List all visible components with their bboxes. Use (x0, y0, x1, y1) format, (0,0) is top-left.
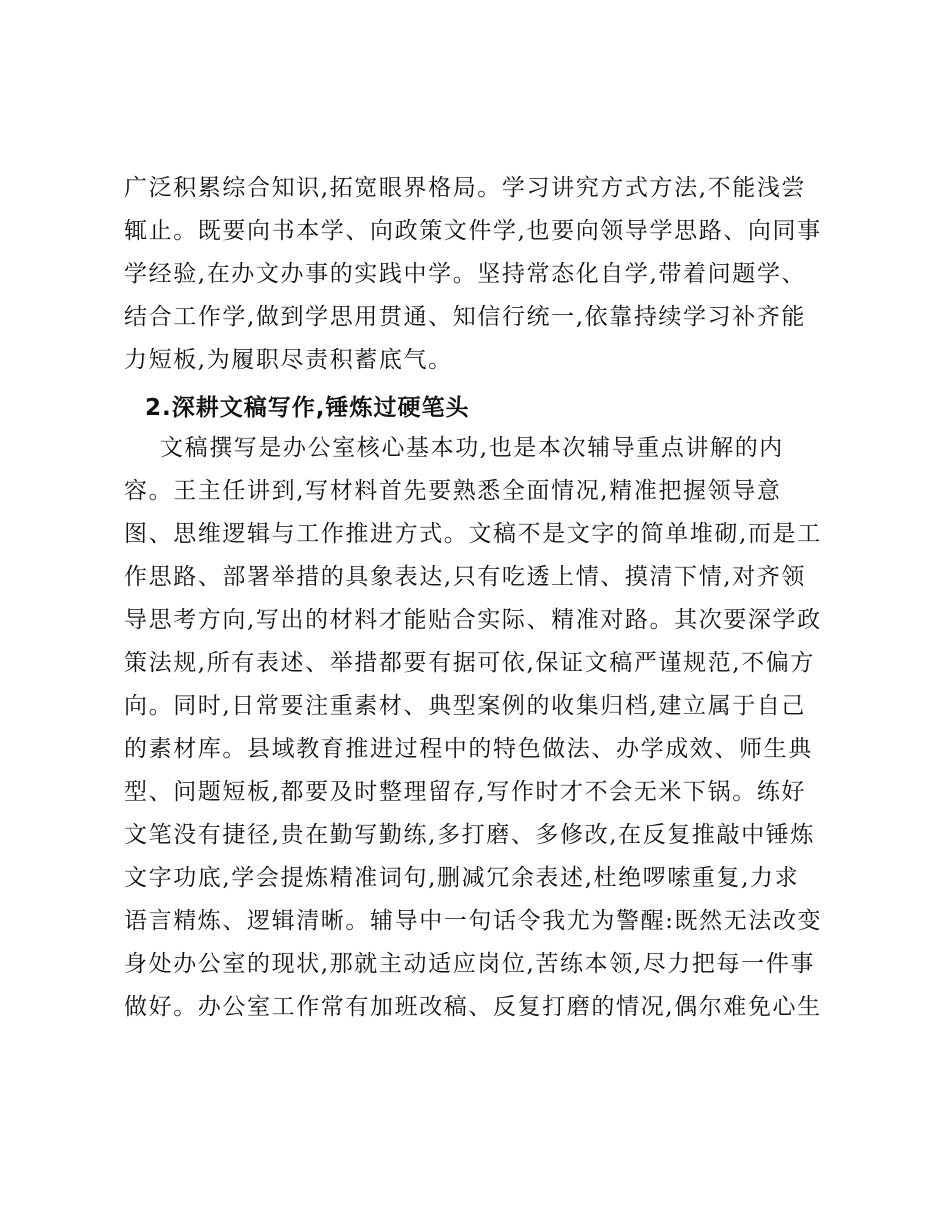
paragraph-line: 辄止。既要向书本学、向政策文件学,也要向领导学思路、向同事 (124, 218, 822, 244)
paragraph-line: 身处办公室的现状,那就主动适应岗位,苦练本领,尽力把每一件事 (124, 951, 815, 977)
paragraph-line: 语言精炼、逻辑清晰。辅导中一句话令我尤为警醒:既然无法改变 (124, 908, 823, 934)
paragraph-line: 文笔没有捷径,贵在勤写勤练,多打磨、多修改,在反复推敲中锤炼 (124, 822, 815, 848)
section-heading: 2.深耕文稿写作,锤炼过硬笔头 (145, 395, 470, 421)
paragraph-line: 型、问题短板,都要及时整理留存,写作时才不会无米下锅。练好 (124, 779, 807, 805)
paragraph-line: 文字功底,学会提炼精准词句,删减冗余表述,杜绝啰嗦重复,力求 (124, 865, 800, 891)
paragraph-line: 做好。办公室工作常有加班改稿、反复打磨的情况,偶尔难免心生 (124, 994, 822, 1020)
paragraph-line: 的素材库。县域教育推进过程中的特色做法、办学成效、师生典 (124, 736, 813, 762)
paragraph-line: 学经验,在办文办事的实践中学。坚持常态化自学,带着问题学、 (124, 261, 807, 287)
paragraph-line: 导思考方向,写出的材料才能贴合实际、精准对路。其次要深学政 (124, 607, 822, 633)
paragraph-line: 容。王主任讲到,写材料首先要熟悉全面情况,精准把握领导意 (124, 478, 782, 504)
paragraph-line: 策法规,所有表述、举措都要有据可依,保证文稿严谨规范,不偏方 (124, 650, 815, 676)
paragraph-line: 作思路、部署举措的具象表达,只有吃透上情、摸清下情,对齐领 (124, 564, 807, 590)
paragraph-line: 文稿撰写是办公室核心基本功,也是本次辅导重点讲解的内 (160, 435, 784, 461)
paragraph-line: 广泛积累综合知识,拓宽眼界格局。学习讲究方式方法,不能浅尝 (124, 175, 807, 201)
paragraph-line: 向。同时,日常要注重素材、典型案例的收集归档,建立属于自己 (124, 693, 807, 719)
paragraph-line: 结合工作学,做到学思用贯通、知信行统一,依靠持续学习补齐能 (124, 304, 807, 330)
paragraph-line: 力短板,为履职尽责积蓄底气。 (124, 347, 453, 373)
paragraph-line: 图、思维逻辑与工作推进方式。文稿不是文字的简单堆砌,而是工 (124, 521, 822, 547)
